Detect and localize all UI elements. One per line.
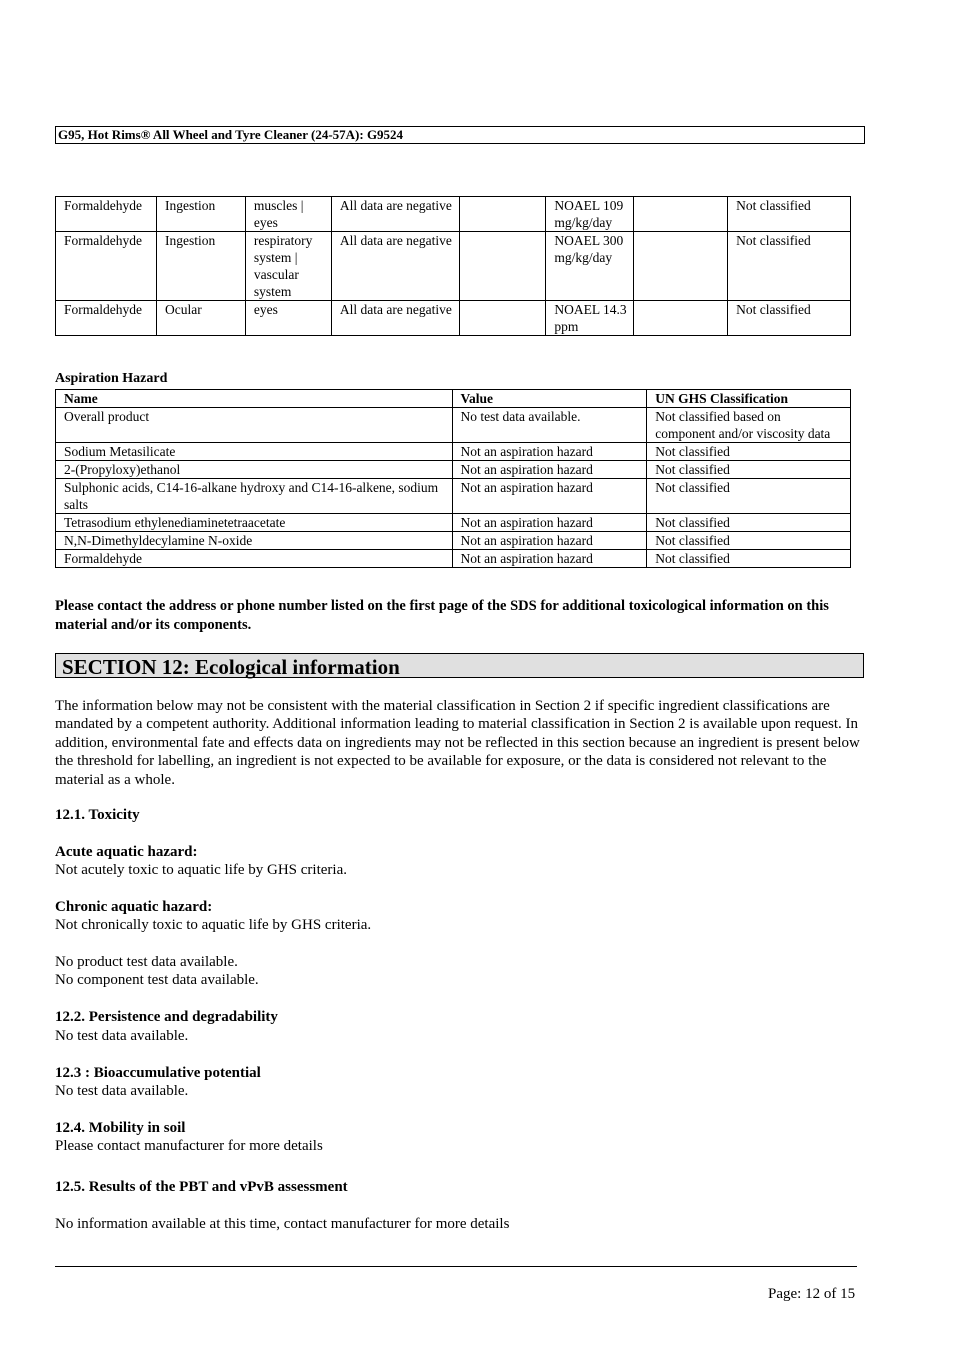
table-cell-organs: eyes xyxy=(245,301,331,336)
table-header-row xyxy=(56,390,851,408)
table-cell-classification: Not classified xyxy=(728,301,851,336)
table-cell-duration xyxy=(634,197,728,232)
table-row xyxy=(56,232,851,301)
table-cell: Not classified xyxy=(647,514,851,532)
acute-text: Not acutely toxic to aquatic life by GHS criteria. xyxy=(55,862,347,878)
table-cell-species xyxy=(459,197,546,232)
table-cell-duration xyxy=(634,232,728,301)
table-cell: Not an aspiration hazard xyxy=(452,461,647,479)
table-cell: Tetrasodium ethylenediaminetetraacetate xyxy=(56,514,453,532)
table-cell: Not an aspiration hazard xyxy=(452,479,647,514)
table-cell-result: NOAEL 14.3 ppm xyxy=(546,301,634,336)
table-cell: Not classified based on component and/or viscosity data xyxy=(647,408,851,443)
no-product-data: No product test data available. xyxy=(55,954,238,970)
table-cell: Sulphonic acids, C14-16-alkane hydroxy and C14-16-alkene, sodium salts xyxy=(56,479,453,514)
table-cell: N,N-Dimethyldecylamine N-oxide xyxy=(56,532,453,550)
table-row xyxy=(56,514,851,532)
table-cell: Formaldehyde xyxy=(56,550,453,568)
table-cell: Not classified xyxy=(647,532,851,550)
pbt-text: No information available at this time, contact manufacturer for more details xyxy=(55,1216,510,1232)
table-cell: No test data available. xyxy=(452,408,647,443)
table-row xyxy=(56,197,851,232)
table-cell-name: Formaldehyde xyxy=(56,301,157,336)
table-row xyxy=(56,408,851,443)
table-row xyxy=(56,479,851,514)
table-cell-route: Ingestion xyxy=(156,232,245,301)
persistence-heading: 12.2. Persistence and degradability xyxy=(55,1009,278,1025)
mobility-text: Please contact manufacturer for more details xyxy=(55,1138,323,1154)
pbt-heading: 12.5. Results of the PBT and vPvB assessment xyxy=(55,1179,348,1195)
table-cell-route: Ingestion xyxy=(156,197,245,232)
table-row xyxy=(56,532,851,550)
table-cell-route: Ocular xyxy=(156,301,245,336)
stot-repeated-exposure-table xyxy=(55,196,851,336)
contact-note: Please contact the address or phone number listed on the first page of the SDS for additional toxicological information on this material and/or its components. xyxy=(55,598,829,633)
table-cell-classification: Not classified xyxy=(728,197,851,232)
table-row xyxy=(56,550,851,568)
table-cell: Not classified xyxy=(647,550,851,568)
table-cell-duration xyxy=(634,301,728,336)
table-cell: 2-(Propyloxy)ethanol xyxy=(56,461,453,479)
table-cell-value: All data are negative xyxy=(331,197,459,232)
table-cell-value: All data are negative xyxy=(331,232,459,301)
table-cell: Not an aspiration hazard xyxy=(452,532,647,550)
table-cell-classification: Not classified xyxy=(728,232,851,301)
document-header: G95, Hot Rims® All Wheel and Tyre Cleaner (24-57A): G9524 xyxy=(55,126,865,144)
aspiration-hazard-title: Aspiration Hazard xyxy=(55,371,168,386)
table-cell-species xyxy=(459,232,546,301)
table-cell-result: NOAEL 109 mg/kg/day xyxy=(546,197,634,232)
table-row xyxy=(56,443,851,461)
column-header: Value xyxy=(452,390,647,408)
section-12-title: SECTION 12: Ecological information xyxy=(55,653,864,678)
table-row xyxy=(56,301,851,336)
table-cell-name: Formaldehyde xyxy=(56,197,157,232)
table-cell-organs: muscles | eyes xyxy=(245,197,331,232)
table-cell-result: NOAEL 300 mg/kg/day xyxy=(546,232,634,301)
table-cell: Not an aspiration hazard xyxy=(452,443,647,461)
footer-divider xyxy=(55,1266,857,1267)
persistence-text: No test data available. xyxy=(55,1028,189,1044)
table-cell-name: Formaldehyde xyxy=(56,232,157,301)
table-row xyxy=(56,461,851,479)
column-header: Name xyxy=(56,390,453,408)
table-cell-organs: respiratory system | vascular system xyxy=(245,232,331,301)
no-component-data: No component test data available. xyxy=(55,972,259,988)
table-cell: Not classified xyxy=(647,461,851,479)
bioaccumulative-heading: 12.3 : Bioaccumulative potential xyxy=(55,1065,261,1081)
chronic-heading: Chronic aquatic hazard: xyxy=(55,899,213,915)
table-cell-value: All data are negative xyxy=(331,301,459,336)
table-cell: Overall product xyxy=(56,408,453,443)
table-cell: Not classified xyxy=(647,443,851,461)
table-cell: Not an aspiration hazard xyxy=(452,550,647,568)
table-cell: Not an aspiration hazard xyxy=(452,514,647,532)
table-cell-species xyxy=(459,301,546,336)
page-number: Page: 12 of 15 xyxy=(768,1286,856,1302)
chronic-text: Not chronically toxic to aquatic life by GHS criteria. xyxy=(55,917,372,933)
toxicity-heading: 12.1. Toxicity xyxy=(55,807,140,823)
acute-heading: Acute aquatic hazard: xyxy=(55,844,198,860)
column-header: UN GHS Classification xyxy=(647,390,851,408)
table-cell: Not classified xyxy=(647,479,851,514)
mobility-heading: 12.4. Mobility in soil xyxy=(55,1120,186,1136)
bioaccumulative-text: No test data available. xyxy=(55,1083,189,1099)
table-cell: Sodium Metasilicate xyxy=(56,443,453,461)
section-12-intro: The information below may not be consistent with the material classification in Section 2 if specific ingredient classifications are mandated by a competent authority. Additional information leading to material classification in Section 2 is available upon request. In addition, environmental fate and effects data on ingredients may not be reflected in this section because an ingredient is present below the threshold for labelling, an ingredient is not expected to be available for exposure, or the data is considered not relevant to the material as a whole. xyxy=(55,698,860,788)
aspiration-hazard-table xyxy=(55,389,851,568)
